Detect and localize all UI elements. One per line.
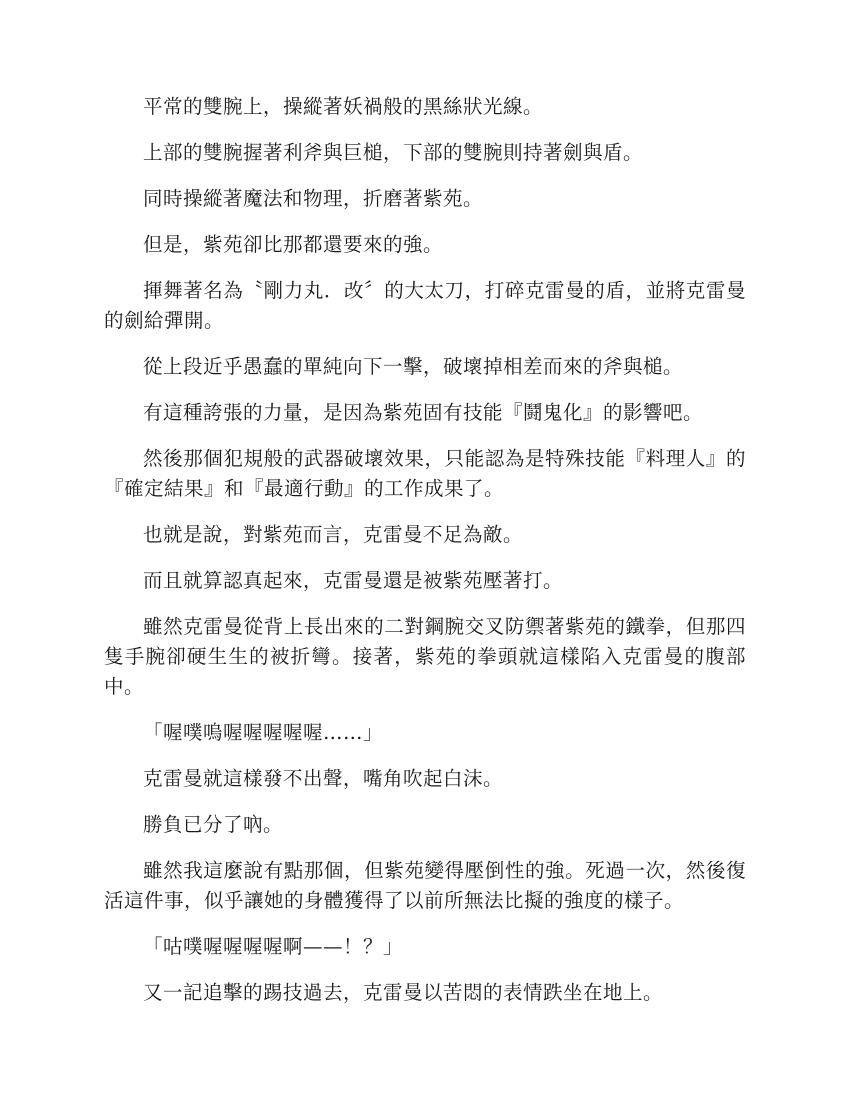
- paragraph: 又一記追擊的踢技過去，克雷曼以苦悶的表情跌坐在地上。: [143, 981, 664, 1004]
- paragraph: 然後那個犯規般的武器破壞效果，只能認為是特殊技能『料理人』的『確定結果』和『最適行動』的工作成果了。: [104, 447, 746, 500]
- paragraph: 雖然克雷曼從背上長出來的二對鋼腕交叉防禦著紫苑的鐵拳，但那四隻手腕卻硬生生的被折彎。接著，紫苑的拳頭就這樣陷入克雷曼的腹部中。: [104, 615, 746, 698]
- document-body: [104, 92, 746, 1024]
- paragraph: 也就是說，對紫苑而言，克雷曼不足為敵。: [143, 523, 524, 546]
- paragraph: 克雷曼就這樣發不出聲，嘴角吹起白沫。: [143, 767, 504, 790]
- dialogue-line: 「喔噗嗚喔喔喔喔喔……」: [143, 721, 384, 744]
- paragraph: 有這種誇張的力量，是因為紫苑固有技能『鬪鬼化』的影響吧。: [143, 401, 704, 424]
- paragraph: 同時操縱著魔法和物理，折磨著紫苑。: [143, 187, 484, 210]
- paragraph: 從上段近乎愚蠢的單純向下一擊，破壞掉相差而來的斧與槌。: [143, 355, 684, 378]
- paragraph: 揮舞著名為〝剛力丸．改〞的大太刀，打碎克雷曼的盾，並將克雷曼的劍給彈開。: [104, 279, 746, 332]
- paragraph: 而且就算認真起來，克雷曼還是被紫苑壓著打。: [143, 569, 564, 592]
- paragraph: 但是，紫苑卻比那都還要來的強。: [143, 233, 444, 256]
- paragraph: 上部的雙腕握著利斧與巨槌，下部的雙腕則持著劍與盾。: [143, 141, 644, 164]
- paragraph: 勝負已分了吶。: [143, 813, 284, 836]
- paragraph: 雖然我這麼說有點那個，但紫苑變得壓倒性的強。死過一次，然後復活這件事，似乎讓她的身體獲得了以前所無法比擬的強度的樣子。: [104, 859, 746, 912]
- dialogue-line: 「咕噗喔喔喔喔啊——！？」: [143, 935, 404, 958]
- paragraph: 平常的雙腕上，操縱著妖禍般的黑絲狀光線。: [143, 95, 544, 118]
